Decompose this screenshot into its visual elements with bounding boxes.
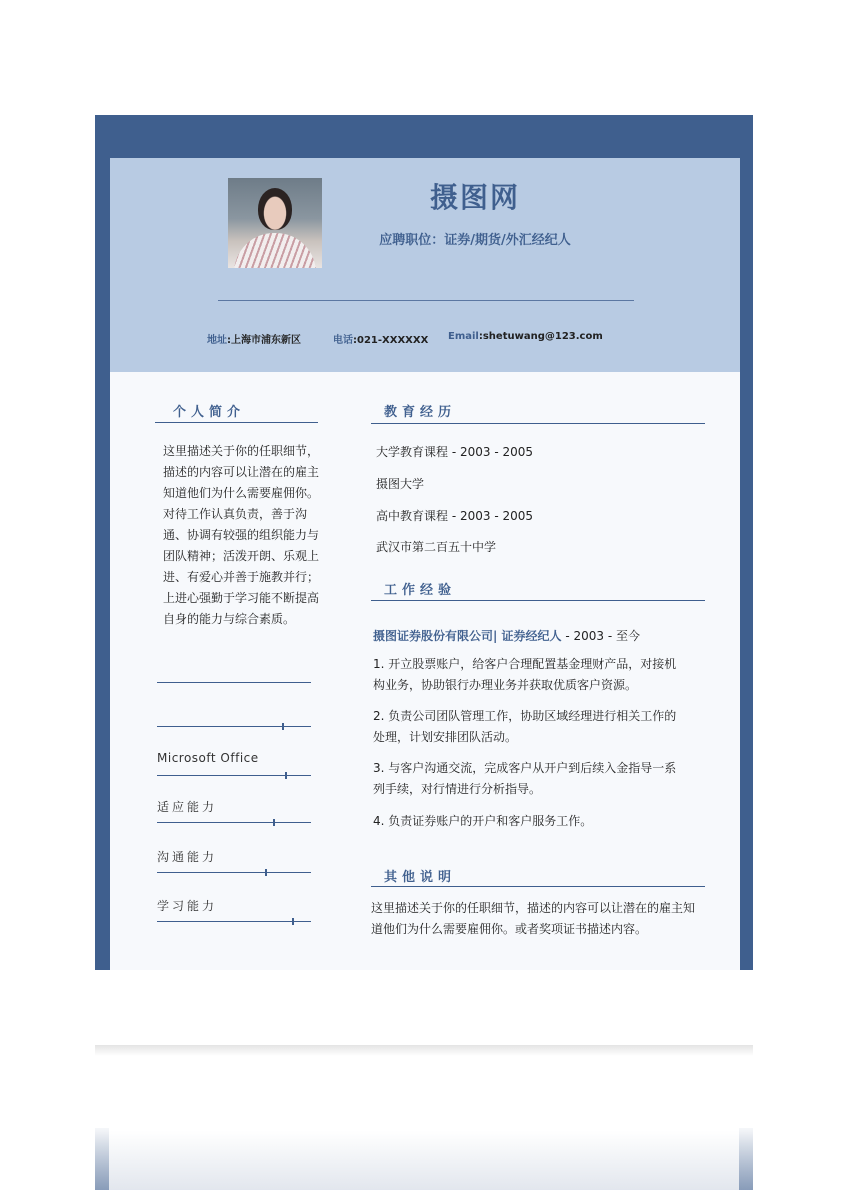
other-line: 这里描述关于你的任职细节，描述的内容可以让潜在的雇主知 <box>371 901 696 915</box>
section-rule-work <box>371 600 705 601</box>
work-item-line: 构业务，协助银行办理业务并获取优质客户资源。 <box>373 678 638 692</box>
section-rule-education <box>371 423 705 424</box>
work-item-line: 2. 负责公司团队管理工作，协助区域经理进行相关工作的 <box>373 709 677 723</box>
profile-line: 进、有爱心并善于施教并行； <box>163 570 320 584</box>
work-item-line: 列手续，对行情进行分析指导。 <box>373 782 542 796</box>
page-reflection <box>95 1058 753 1190</box>
skill-label: 学习能力 <box>157 899 218 913</box>
applied-position: 应聘职位：证券/期货/外汇经纪人 <box>379 233 571 248</box>
work-item-4 <box>373 811 703 832</box>
skill-level-knob <box>265 869 267 876</box>
profile-line: 团队精神；活泼开朗、乐观上 <box>163 549 320 563</box>
contact-email-value: :shetuwang@123.com <box>478 331 603 342</box>
work-item-line: 1. 开立股票账户，给客户合理配置基金理财产品，对接机 <box>373 657 677 671</box>
section-rule-profile <box>155 422 318 423</box>
profile-line: 这里描述关于你的任职细节， <box>163 444 320 458</box>
job-company: 摄图证券股份有限公司| 证券经纪人 <box>373 629 562 643</box>
profile-text <box>163 441 343 630</box>
skill-level-knob <box>292 918 294 925</box>
other-text <box>371 898 711 940</box>
section-title-work: 工作经验 <box>384 583 457 598</box>
work-item-line: 4. 负责证券账户的开户和客户服务工作。 <box>373 814 593 828</box>
skill-label: Microsoft Office <box>157 751 259 765</box>
profile-photo <box>228 178 322 268</box>
section-title-other: 其他说明 <box>384 870 457 885</box>
section-title-education: 教育经历 <box>384 405 457 420</box>
candidate-name: 摄图网 <box>429 181 520 214</box>
skill-label: 适应能力 <box>157 800 218 814</box>
header-divider <box>218 300 634 301</box>
contact-email <box>448 331 603 342</box>
profile-line: 上进心强勤于学习能不断提高 <box>163 591 320 605</box>
profile-line: 通、协调有较强的组织能力与 <box>163 528 320 542</box>
skill-label: 沟通能力 <box>157 850 218 864</box>
skill-level-knob <box>282 723 284 730</box>
education-line: 武汉市第二百五十中学 <box>376 540 497 554</box>
contact-phone-value: :021-XXXXXX <box>353 335 429 346</box>
education-line: 大学教育课程 - 2003 - 2005 <box>376 445 533 459</box>
skill-level-knob <box>273 819 275 826</box>
profile-line: 描述的内容可以让潜在的雇主 <box>163 465 320 479</box>
skills-divider <box>157 682 311 683</box>
photo-head <box>258 188 292 230</box>
skill-track <box>157 726 311 727</box>
skill-track <box>157 775 311 776</box>
work-item-line: 处理，计划安排团队活动。 <box>373 730 518 744</box>
profile-line: 对待工作认真负责，善于沟 <box>163 507 308 521</box>
profile-line: 知道他们为什么需要雇佣你。 <box>163 486 320 500</box>
other-line: 道他们为什么需要雇佣你。或者奖项证书描述内容。 <box>371 922 648 936</box>
work-item-3 <box>373 758 703 800</box>
work-item-2 <box>373 706 703 748</box>
reflection-left-band <box>95 1128 109 1190</box>
section-title-profile: 个人简介 <box>173 405 246 420</box>
job-period: - 2003 - 至今 <box>561 629 641 643</box>
education-line: 摄图大学 <box>376 477 425 491</box>
work-item-1 <box>373 654 703 696</box>
work-item-line: 3. 与客户沟通交流，完成客户从开户到后续入金指导一系 <box>373 761 677 775</box>
profile-line: 自身的能力与综合素质。 <box>163 612 296 626</box>
skill-track <box>157 822 311 823</box>
contact-phone <box>333 331 428 346</box>
contact-address-value: :上海市浦东新区 <box>227 335 301 346</box>
skill-track <box>157 921 311 922</box>
skill-level-knob <box>285 772 287 779</box>
skill-track <box>157 872 311 873</box>
photo-shoulders <box>234 233 316 268</box>
contact-address <box>207 331 301 346</box>
contact-phone-label: 电话 <box>333 335 353 346</box>
contact-email-label: Email <box>448 331 479 342</box>
contact-address-label: 地址 <box>207 335 227 346</box>
education-line: 高中教育课程 - 2003 - 2005 <box>376 509 533 523</box>
job-header <box>373 627 640 644</box>
section-rule-other <box>371 886 705 887</box>
reflection-right-band <box>739 1128 753 1190</box>
resume-footer-blank <box>95 970 753 1045</box>
